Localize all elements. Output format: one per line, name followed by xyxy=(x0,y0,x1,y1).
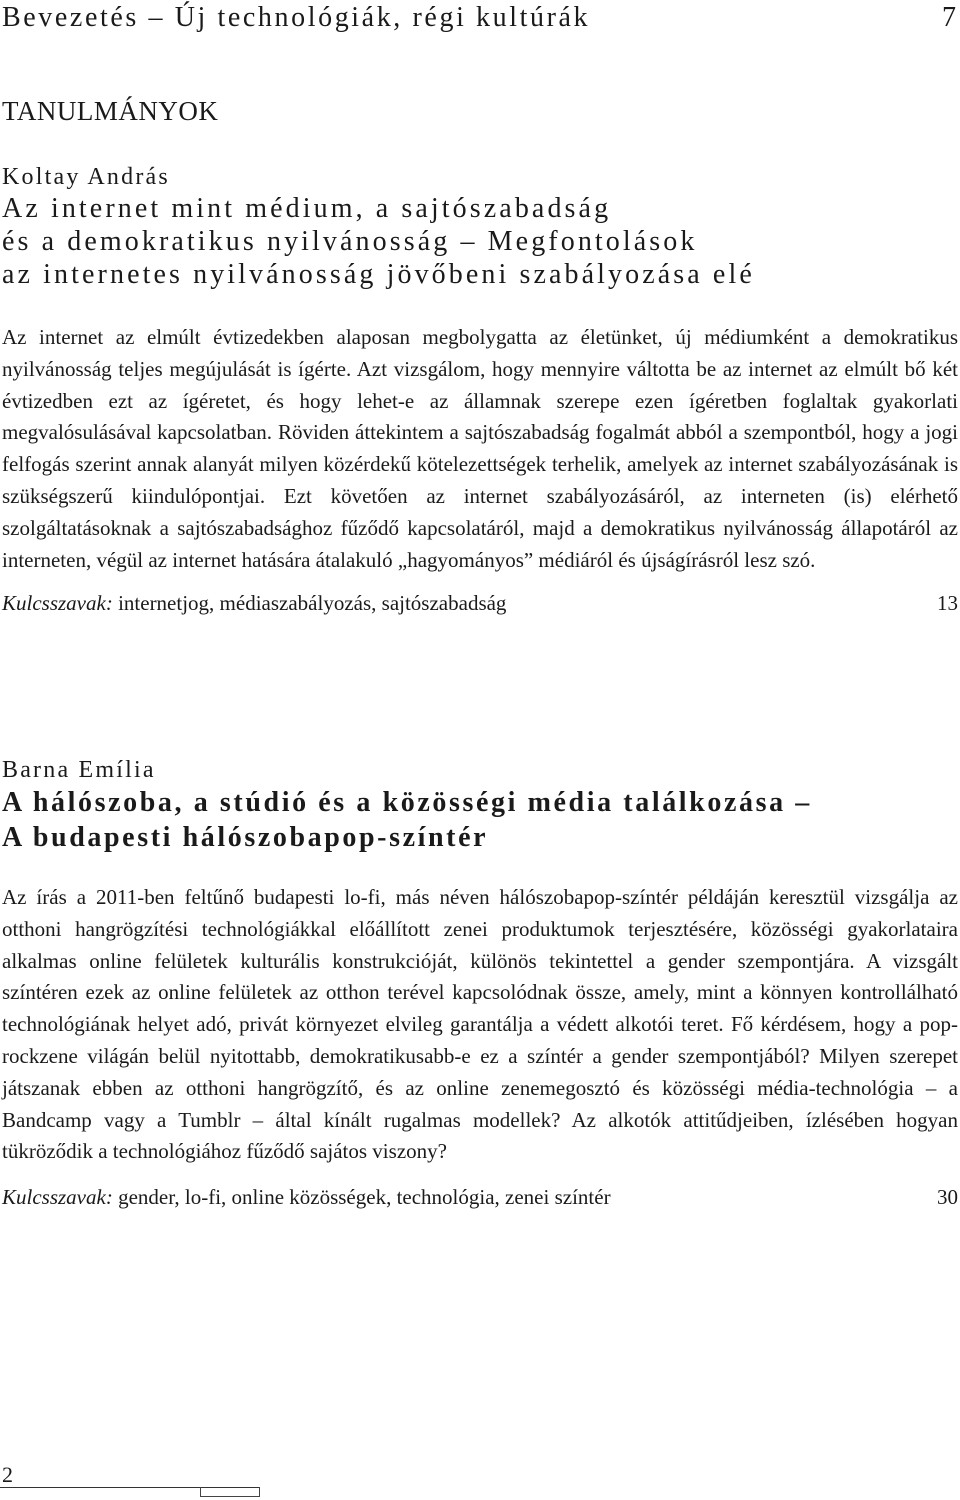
article-title-line: az internetes nyilvánosság jövőbeni szabályozása elé xyxy=(2,259,755,290)
article-abstract: Az írás a 2011-ben feltűnő budapesti lo-fi, más néven hálószobapop-színtér példáján keresztül vizsgálja az otthoni hangrögzítési technológiákkal előállított zenei produktumok terjesztésére, közösségi gyakorlataira alkalmas online felületek kulturális konstrukcióját, különös tekintettel a gender szempontjára. A vizsgált színtéren ezek az online felületek az otthon terével kapcsolódnak össze, amely, mint a könnyen kontrollálható technológiának helyet adó, privát környezet elvileg garantálja a védett alkotói teret. Fő kérdésem, hogy a pop-rockzene világán belül nyitottabb, demokratikusabb-e ez a színtér a gender szempontjából? Milyen szerepet játszanak ebben az otthoni hangrögzítő, és az online zenemegosztó és közösségi média-technológia – a Bandcamp vagy a Tumblr – által kínált rugalmas modellek? Az alkotók attitűdjeiben, ízlésében hogyan tükröződik a technológiához fűződő sajátos viszony? xyxy=(2,885,958,1164)
article-title-line: Az internet mint médium, a sajtószabadság xyxy=(2,193,612,224)
article-author: Barna Emília xyxy=(2,757,156,783)
footer-box-mark xyxy=(200,1487,260,1497)
article-title-line: és a demokratikus nyilvánosság – Megfontolások xyxy=(2,226,698,257)
section-label: TANULMÁNYOK xyxy=(2,96,219,126)
running-head xyxy=(2,2,958,36)
article-entry xyxy=(2,162,958,618)
article-keywords xyxy=(2,1182,958,1212)
keywords-label: Kulcsszavak: xyxy=(2,1185,113,1210)
article-keywords xyxy=(2,588,958,618)
keywords-text: gender, lo-fi, online közösségek, technológia, zenei színtér xyxy=(118,1185,611,1210)
article-page-reference: 13 xyxy=(937,591,958,616)
article-entry xyxy=(2,755,958,1212)
running-head-page-number: 7 xyxy=(942,2,956,33)
article-title-line: A budapesti hálószobapop-színtér xyxy=(2,822,489,853)
keywords-text: internetjog, médiaszabályozás, sajtószabadság xyxy=(118,591,507,616)
footer-page-number: 2 xyxy=(2,1462,13,1487)
keywords-label: Kulcsszavak: xyxy=(2,591,113,616)
article-title-line: A hálószoba, a stúdió és a közösségi média találkozása – xyxy=(2,787,812,818)
article-author: Koltay András xyxy=(2,164,170,190)
article-abstract: Az internet az elmúlt évtizedekben alaposan megbolygatta az életünket, új médiumként a demokratikus nyilvánosság teljes megújulását is ígérte. Azt vizsgálom, hogy mennyire váltotta be az internet az elmúlt bő két évtizedben ezt az ígéretet, és hogy lehet-e az államnak szerepe ezen ígéretben foglaltak gyakorlati megvalósulásával kapcsolatban. Röviden áttekintem a sajtószabadság fogalmát abból a szempontból, hogy a jogi felfogás szerint annak alanyát milyen közérdekű kötelezettségek terhelik, amelyek az internet szabályozásának is szükségszerű kiindulópontjai. Ezt követően az internet szabályozásáról, az interneten (is) elérhető szolgáltatásoknak a sajtószabadsághoz fűződő kapcsolatáról, majd a demokratikus nyilvánosság állapotáról az interneten, végül az internet hatására átalakuló „hagyományos” médiáról és újságírásról lesz szó. xyxy=(2,325,958,572)
article-page-reference: 30 xyxy=(937,1185,958,1210)
running-head-title: Bevezetés – Új technológiák, régi kultúrák xyxy=(2,2,591,33)
